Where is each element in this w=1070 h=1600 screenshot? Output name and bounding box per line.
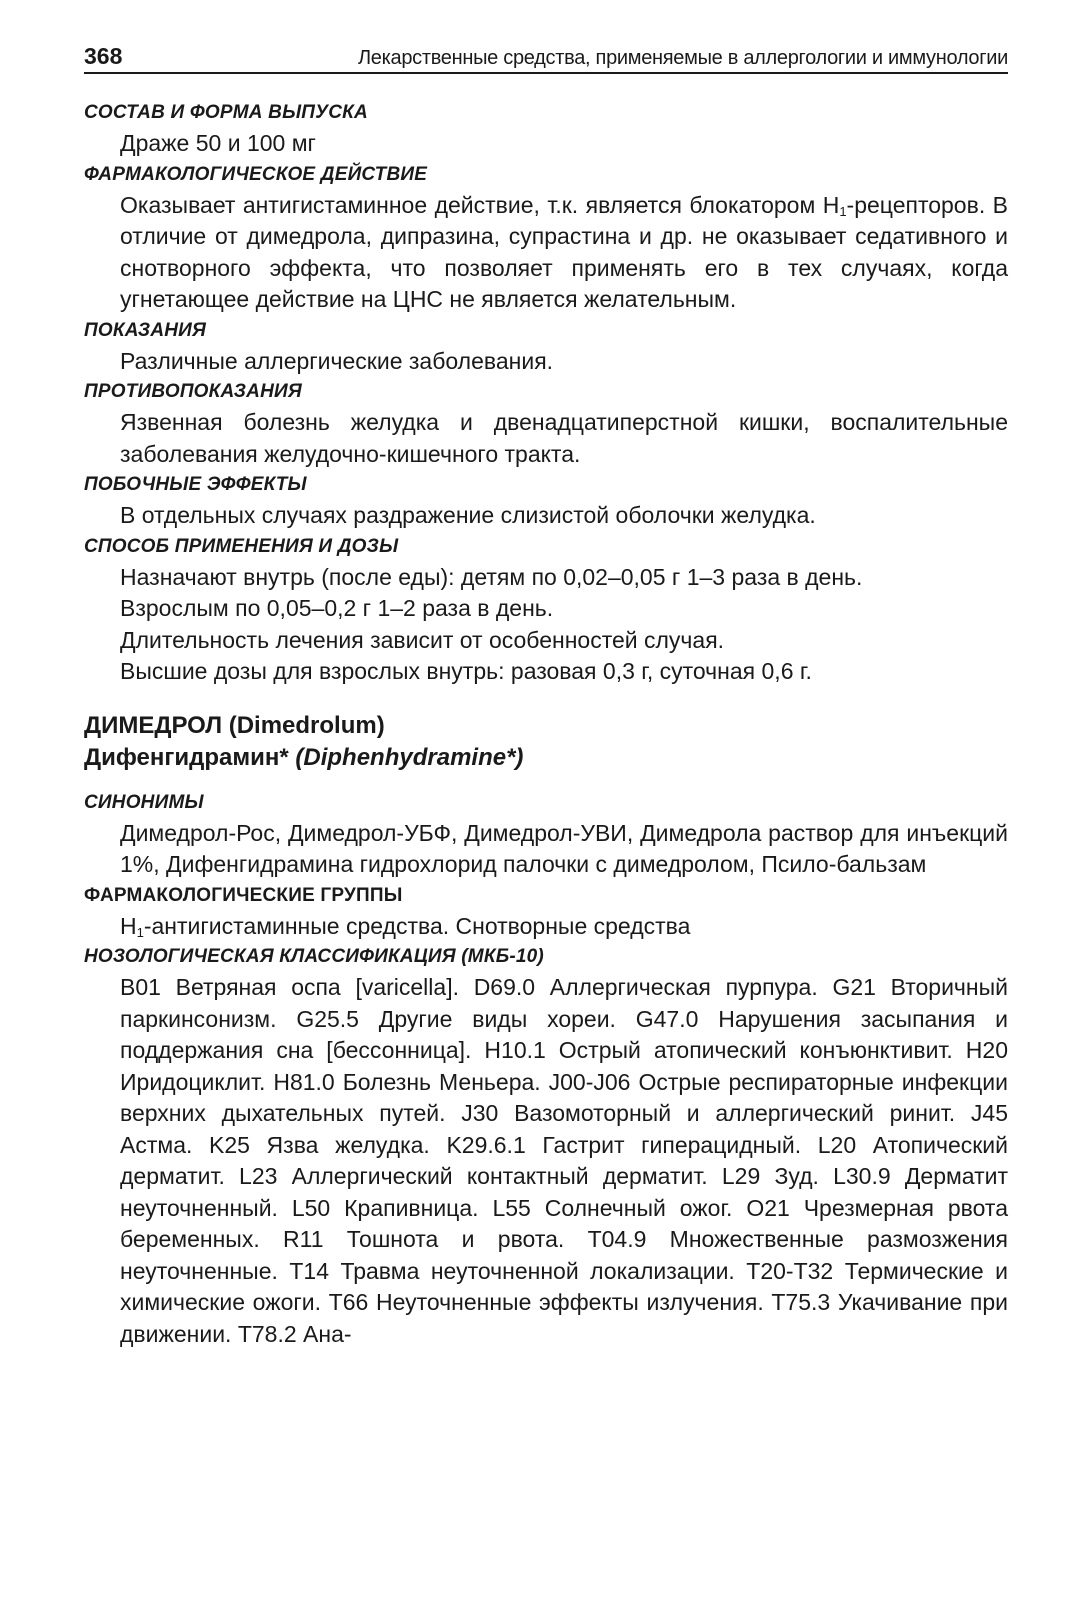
text-side-effects: В отдельных случаях раздражение слизистой оболочки желудка. xyxy=(120,502,816,528)
text-groups: $Н_1$-антигистаминные средства. Снотворные средства xyxy=(120,912,691,940)
heading-dosage: СПОСОБ ПРИМЕНЕНИЯ И ДОЗЫ xyxy=(84,535,399,557)
heading-side-effects: ПОБОЧНЫЕ ЭФФЕКТЫ xyxy=(84,474,307,495)
text-indications: Различные аллергические заболевания. xyxy=(120,347,554,374)
text-dosage-line: Длительность лечения зависит от особенностей случая. xyxy=(120,626,725,653)
heading-pharmacology: ФАРМАКОЛОГИЧЕСКОЕ ДЕЙСТВИЕ xyxy=(84,163,428,185)
text-synonyms: Димедрол-Рос, Димедрол-УБФ, Димедрол-УВИ, Димедрола раствор для инъекций 1%, Дифенгидрамина гидрохлорид палочки с димедролом, Псило-бальзам xyxy=(120,819,1008,877)
text-pharmacology: Оказывает антигистаминное действие, т.к. является блокатором $Н_1$-рецепторов. В отличие от димедрола, дипразина, супрастина и др. не оказывает седативного и снотворного эффекта, что позволяет применять его в тех случаях, когда угнетающее действие на ЦНС не является желательным. xyxy=(120,191,1008,312)
heading-nosology: НОЗОЛОГИЧЕСКАЯ КЛАССИФИКАЦИЯ (МКБ-10) xyxy=(84,946,544,967)
running-head xyxy=(84,38,1008,74)
heading-contraindications: ПРОТИВОПОКАЗАНИЯ xyxy=(84,381,302,402)
drug-subtitle: Дифенгидрамин* (Diphenhydramine*) xyxy=(84,743,524,771)
heading-groups: ФАРМАКОЛОГИЧЕСКИЕ ГРУППЫ xyxy=(84,884,403,906)
text-nosology: B01 Ветряная оспа [varicella]. D69.0 Аллергическая пурпура. G21 Вторичный паркинсонизм. G25.5 Другие виды хореи. G47.0 Нарушения засыпания и поддержания сна [бессонница]. H10.1 Острый атопический конъюнктивит. H20 Иридоциклит. H81.0 Болезнь Меньера. J00-J06 Острые респираторные инфекции верхних дыхательных путей. J30 Вазомоторный и аллергический ринит. J45 Астма. K25 Язва желудка. K29.6.1 Гастрит гиперацидный. L20 Атопический дерматит. L23 Аллергический контактный дерматит. L29 Зуд. L30.9 Дерматит неуточненный. L50 Крапивница. L55 Солнечный ожог. O21 Чрезмерная рвота беременных. R11 Тошнота и рвота. T04.9 Множественные размозжения неуточненные. T14 Травма неуточненной локализации. T20-T32 Термические и химические ожоги. T66 Неуточненные эффекты излучения. T75.3 Укачивание при движении. T78.2 Ана- xyxy=(120,974,1008,1347)
heading-composition: СОСТАВ И ФОРМА ВЫПУСКА xyxy=(84,102,368,123)
text-contraindications: Язвенная болезнь желудка и двенадцатиперстной кишки, воспалительные заболевания желудочно-кишечного тракта. xyxy=(120,409,1008,467)
text-dosage-line: Высшие дозы для взрослых внутрь: разовая 0,3 г, суточная 0,6 г. xyxy=(120,658,812,684)
text-dosage-line: Взрослым по 0,05–0,2 г 1–2 раза в день. xyxy=(120,595,554,621)
drug-title: ДИМЕДРОЛ (Dimedrolum) xyxy=(84,711,385,739)
page-content xyxy=(84,98,1008,1350)
heading-synonyms: СИНОНИМЫ xyxy=(84,791,204,813)
text-dosage-line: Назначают внутрь (после еды): детям по 0,02–0,05 г 1–3 раза в день. xyxy=(120,563,863,590)
text-composition: Драже 50 и 100 мг xyxy=(120,130,316,156)
page-number: 368 xyxy=(84,43,123,69)
heading-indications: ПОКАЗАНИЯ xyxy=(84,319,207,341)
running-title: Лекарственные средства, применяемые в аллергологии и иммунологии xyxy=(357,47,1008,69)
